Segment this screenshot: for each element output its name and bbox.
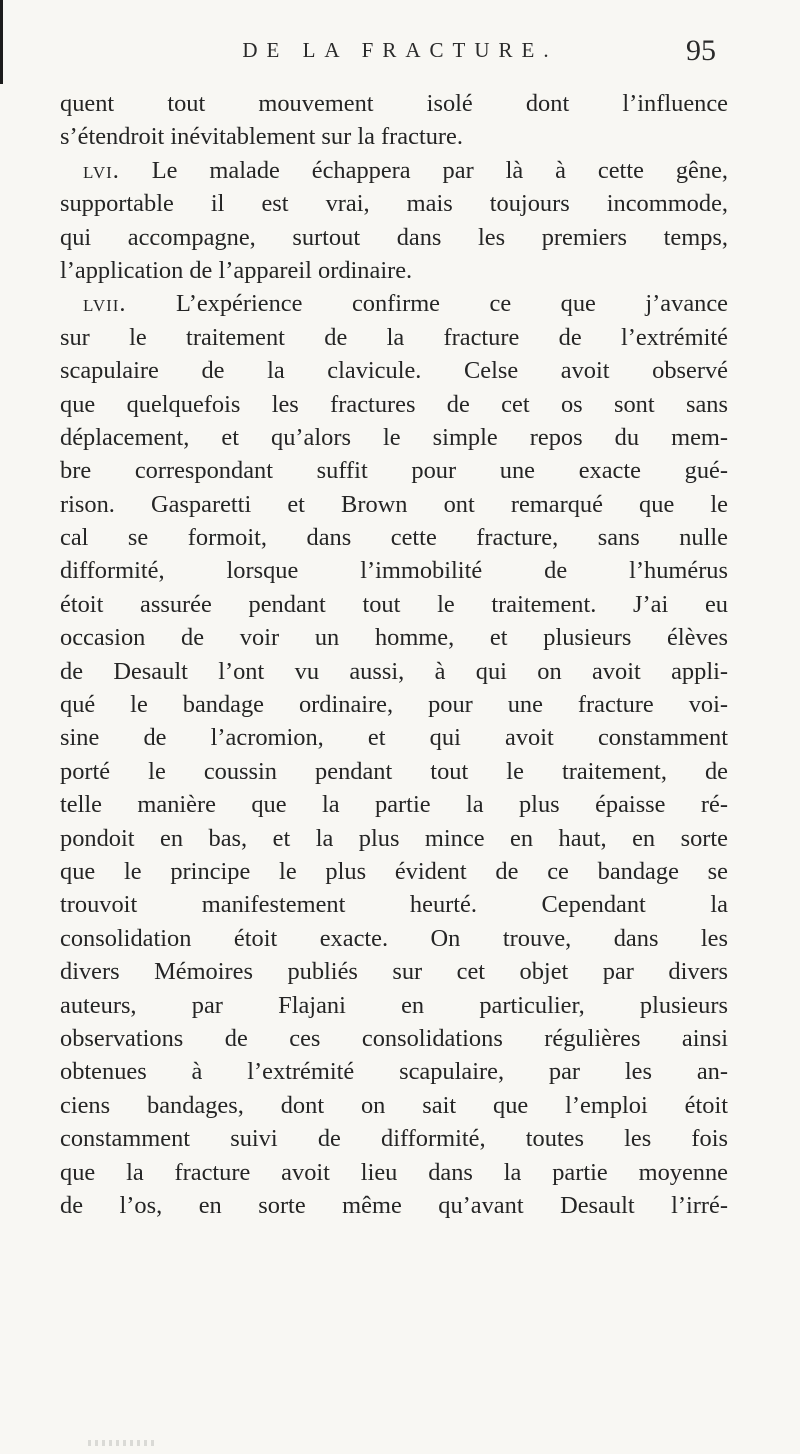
text-line: auteurs, par Flajani en particulier, plusieurs — [60, 991, 728, 1019]
section-number: lvii. — [83, 290, 127, 318]
text-line: divers Mémoires publiés sur cet objet par divers — [60, 958, 728, 986]
text-line: s’étendroit inévitablement sur la fracture. — [60, 123, 463, 151]
text-line: que le principe le plus évident de ce bandage se — [60, 857, 728, 885]
text-line: ciens bandages, dont on sait que l’emploi étoit — [60, 1091, 728, 1119]
page-number: 95 — [686, 34, 716, 67]
text-line: de l’os, en sorte même qu’avant Desault l’irré- — [60, 1191, 728, 1219]
show-through-ink — [88, 1440, 158, 1446]
text-line: pondoit en bas, et la plus mince en haut, en sorte — [60, 824, 728, 852]
text-line-section-lvi: lvi. Le malade échappera par là à cette gêne, — [83, 156, 728, 184]
text-line: de Desault l’ont vu aussi, à qui on avoit appli- — [60, 657, 728, 685]
running-title: DE LA FRACTURE. — [242, 38, 558, 62]
text-line: que quelquefois les fractures de cet os sont sans — [60, 390, 728, 418]
text-line: qué le bandage ordinaire, pour une fracture voi- — [60, 691, 728, 719]
text-line: rison. Gasparetti et Brown ont remarqué que le — [60, 490, 728, 518]
text-line-section-lvii: lvii. L’expérience confirme ce que j’avance — [83, 290, 728, 318]
text-line: cal se formoit, dans cette fracture, sans nulle — [60, 524, 728, 552]
text-line: consolidation étoit exacte. On trouve, dans les — [60, 924, 728, 952]
text-line: que la fracture avoit lieu dans la partie moyenne — [60, 1158, 728, 1186]
text-line: telle manière que la partie la plus épaisse ré- — [60, 791, 728, 819]
text-line: déplacement, et qu’alors le simple repos du mem- — [60, 423, 728, 451]
text-line: sur le traitement de la fracture de l’extrémité — [60, 323, 728, 351]
text-line: obtenues à l’extrémité scapulaire, par les an- — [60, 1058, 728, 1086]
text-line: étoit assurée pendant tout le traitement. J’ai eu — [60, 590, 728, 618]
text-line: l’application de l’appareil ordinaire. — [60, 256, 413, 284]
text-line: sine de l’acromion, et qui avoit constamment — [60, 724, 728, 752]
text-line: difformité, lorsque l’immobilité de l’humérus — [60, 557, 728, 585]
text-line: constamment suivi de difformité, toutes les fois — [60, 1125, 728, 1153]
section-number: lvi. — [83, 156, 120, 184]
text-line: porté le coussin pendant tout le traitement, de — [60, 757, 728, 785]
text-line: quent tout mouvement isolé dont l’influence — [60, 90, 728, 117]
text-line: scapulaire de la clavicule. Celse avoit observé — [60, 357, 728, 385]
running-head — [0, 34, 800, 74]
text-line: supportable il est vrai, mais toujours incommode, — [60, 190, 728, 218]
text-line: occasion de voir un homme, et plusieurs élèves — [60, 624, 728, 652]
text-line: observations de ces consolidations régulières ainsi — [60, 1024, 728, 1052]
text-line: qui accompagne, surtout dans les premiers temps, — [60, 223, 728, 251]
text-line: trouvoit manifestement heurté. Cependant la — [60, 891, 728, 919]
text-line: bre correspondant suffit pour une exacte gué- — [60, 457, 728, 485]
text-body — [60, 87, 728, 1222]
